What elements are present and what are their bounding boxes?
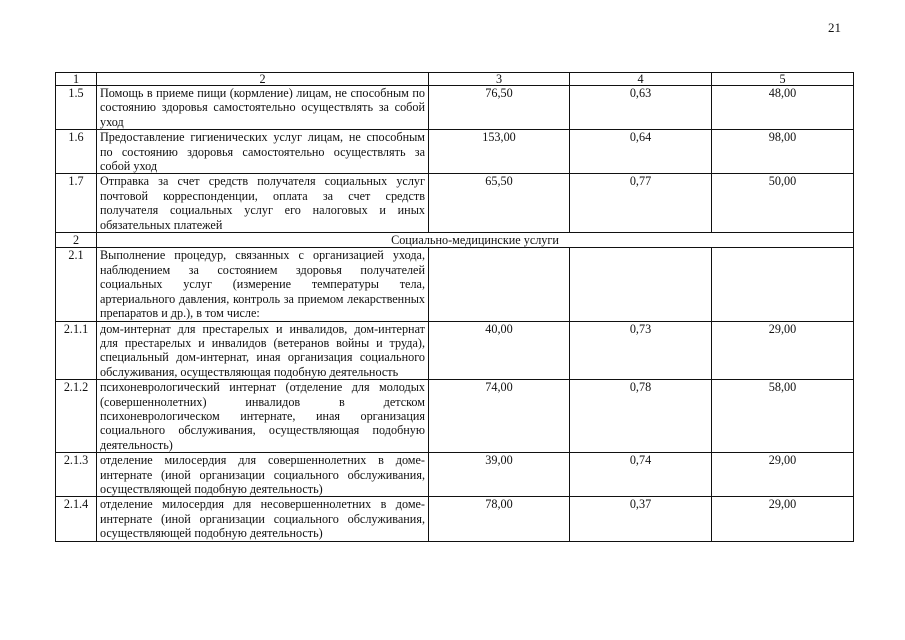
row-number: 2.1 xyxy=(56,248,97,321)
value-col4: 0,73 xyxy=(570,321,712,380)
header-cell: 5 xyxy=(712,73,854,86)
value-col5: 29,00 xyxy=(712,497,854,541)
service-description: отделение милосердия для несовершеннолетних в доме-интернате (иной организации социального обслуживания, осуществляющей подобную деятельность) xyxy=(97,497,429,541)
value-col4: 0,77 xyxy=(570,174,712,233)
row-number: 2.1.3 xyxy=(56,453,97,497)
header-cell: 3 xyxy=(429,73,570,86)
table-header-row xyxy=(56,73,854,86)
section-row xyxy=(56,233,854,248)
value-col3: 74,00 xyxy=(429,380,570,453)
empty-cell xyxy=(712,248,854,321)
value-col3: 78,00 xyxy=(429,497,570,541)
value-col4: 0,78 xyxy=(570,380,712,453)
service-description: Выполнение процедур, связанных с организацией ухода, наблюдением за состоянием здоровья получателей социальных услуг (измерение температуры тела, артериального давления, контроль за приемом лекарственных препаратов и др.), в том числе: xyxy=(97,248,429,321)
row-number: 1.7 xyxy=(56,174,97,233)
row-number: 2.1.2 xyxy=(56,380,97,453)
table-row xyxy=(56,248,854,321)
empty-cell xyxy=(570,248,712,321)
table-row xyxy=(56,130,854,174)
value-col5: 29,00 xyxy=(712,453,854,497)
table-row xyxy=(56,497,854,541)
value-col5: 29,00 xyxy=(712,321,854,380)
service-description: Помощь в приеме пищи (кормление) лицам, не способным по состоянию здоровья самостоятельно осуществлять за собой уход xyxy=(97,86,429,130)
table-row xyxy=(56,380,854,453)
row-number: 2.1.4 xyxy=(56,497,97,541)
page-number: 21 xyxy=(828,20,841,35)
value-col3: 153,00 xyxy=(429,130,570,174)
value-col3: 65,50 xyxy=(429,174,570,233)
table-row xyxy=(56,453,854,497)
table-row xyxy=(56,86,854,130)
value-col3: 76,50 xyxy=(429,86,570,130)
tariff-table xyxy=(55,72,854,542)
row-number: 1.6 xyxy=(56,130,97,174)
row-number: 2.1.1 xyxy=(56,321,97,380)
row-number: 1.5 xyxy=(56,86,97,130)
empty-cell xyxy=(429,248,570,321)
service-description: отделение милосердия для совершеннолетних в доме-интернате (иной организации социального обслуживания, осуществляющей подобную деятельность) xyxy=(97,453,429,497)
value-col5: 48,00 xyxy=(712,86,854,130)
header-cell: 1 xyxy=(56,73,97,86)
service-description: психоневрологический интернат (отделение для молодых (совершеннолетних) инвалидов в детском психоневрологическом интернате, иная организация социального обслуживания, осуществляющая подобную деятельность) xyxy=(97,380,429,453)
table-row xyxy=(56,321,854,380)
service-description: Предоставление гигиенических услуг лицам, не способным по состоянию здоровья самостоятельно осуществлять за собой уход xyxy=(97,130,429,174)
section-number: 2 xyxy=(56,233,97,248)
table-row xyxy=(56,174,854,233)
header-cell: 4 xyxy=(570,73,712,86)
value-col3: 40,00 xyxy=(429,321,570,380)
header-cell: 2 xyxy=(97,73,429,86)
value-col4: 0,64 xyxy=(570,130,712,174)
value-col5: 58,00 xyxy=(712,380,854,453)
value-col5: 98,00 xyxy=(712,130,854,174)
value-col4: 0,74 xyxy=(570,453,712,497)
value-col4: 0,37 xyxy=(570,497,712,541)
service-description: дом-интернат для престарелых и инвалидов, дом-интернат для престарелых и инвалидов (ветеранов войны и труда), специальный дом-интернат, иная организация социального обслуживания, осуществляющая подобную деятельность xyxy=(97,321,429,380)
value-col5: 50,00 xyxy=(712,174,854,233)
value-col3: 39,00 xyxy=(429,453,570,497)
service-description: Отправка за счет средств получателя социальных услуг почтовой корреспонденции, оплата за счет средств получателя социальных услуг его налоговых и иных обязательных платежей xyxy=(97,174,429,233)
value-col4: 0,63 xyxy=(570,86,712,130)
section-title: Социально-медицинские услуги xyxy=(97,233,854,248)
